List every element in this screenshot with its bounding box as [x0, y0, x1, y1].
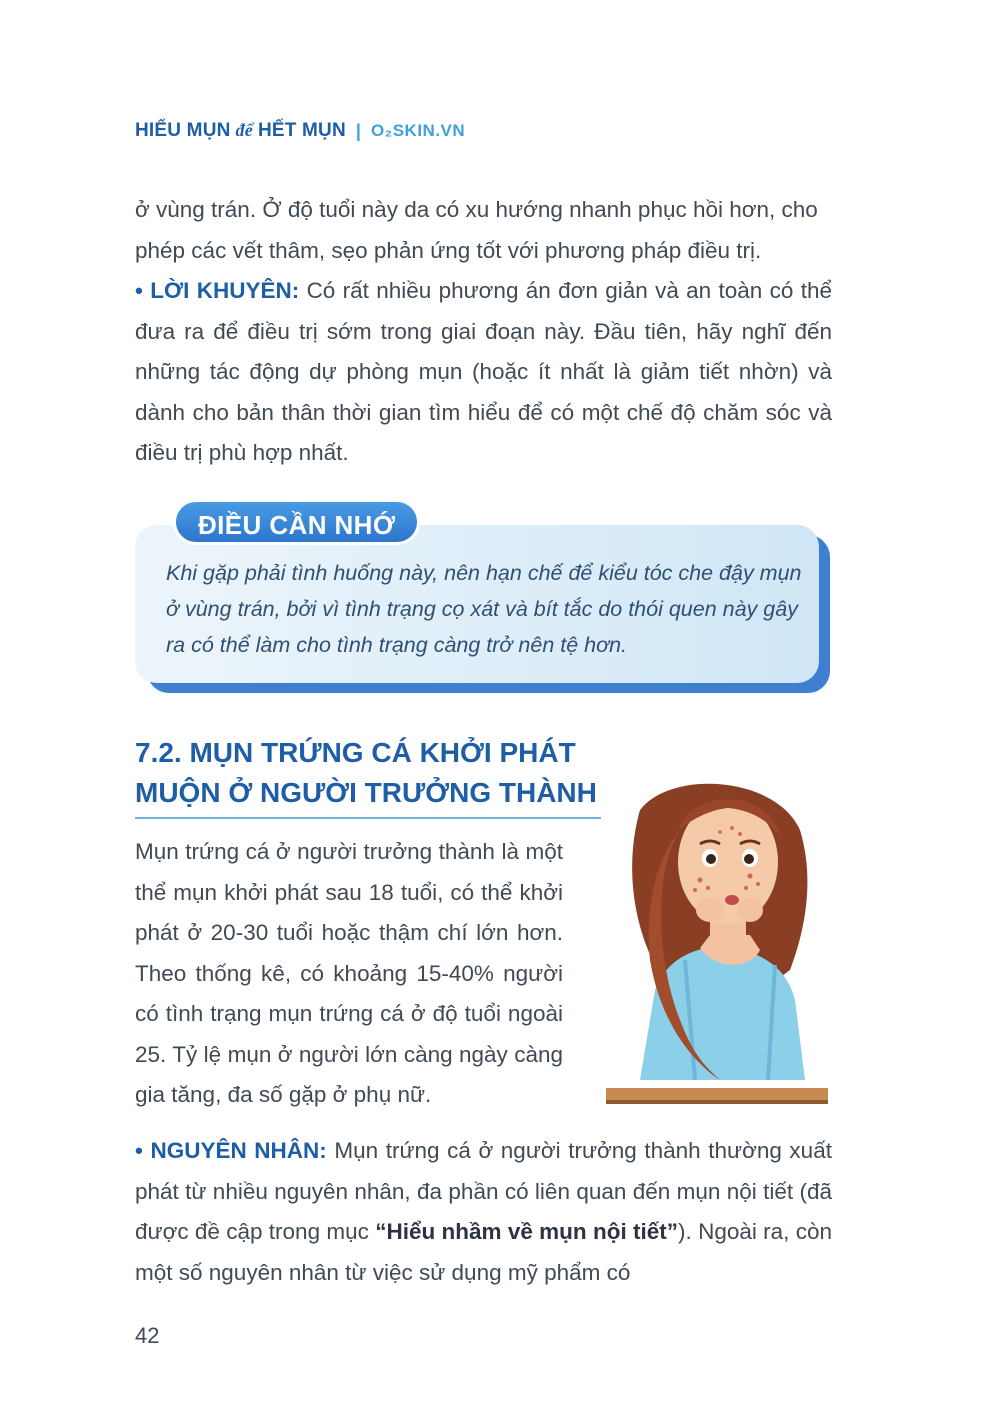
advice-text: Có rất nhiều phương án đơn giản và an toàn có thể đưa ra để điều trị sớm trong giai đoạn này. Đầu tiên, hãy nghĩ đến những tác động dự phòng mụn (hoặc ít nhất là giảm tiết nhờn) và dành cho bản thân thời gian tìm hiểu để có một chế độ chăm sóc và điều trị phù hợp nhất. — [135, 278, 832, 465]
section-heading-line-2: MUỘN Ở NGƯỜI TRƯỞNG THÀNH — [135, 777, 597, 808]
section-divider — [135, 817, 601, 819]
callout-title: ĐIỀU CẦN NHỚ — [173, 499, 420, 545]
cause-label: NGUYÊN NHÂN: — [150, 1138, 327, 1163]
cause-emphasis: “Hiểu nhầm về mụn nội tiết” — [375, 1219, 679, 1244]
page-number: 42 — [135, 1323, 160, 1348]
book-title-part2: để — [235, 120, 253, 140]
bullet-icon: • — [135, 278, 143, 303]
intro-line-1: ở vùng trán. Ở độ tuổi này da có xu hướng nhanh phục hồi hơn, cho — [135, 197, 818, 222]
cause-text-end: ). Ngoài ra, còn một số nguyên nhân từ việc sử dụng mỹ phẩm có — [135, 1219, 832, 1285]
intro-paragraph — [135, 190, 832, 271]
header-separator: | — [355, 120, 361, 141]
running-header — [135, 117, 465, 145]
woman-acne-illustration — [600, 770, 832, 1110]
book-title-part3: HẾT MỤN — [257, 120, 346, 141]
section-heading-line-1: 7.2. MỤN TRỨNG CÁ KHỞI PHÁT — [135, 737, 576, 768]
advice-label: LỜI KHUYÊN: — [150, 278, 300, 303]
book-title-part1: HIỂU MỤN — [135, 120, 231, 141]
intro-line-2: phép các vết thâm, sẹo phản ứng tốt với phương pháp điều trị. — [135, 237, 762, 263]
cause-text-start: Mụn trứng cá ở người trưởng thành thường xuất phát từ nhiều nguyên nhân, đa phần có liên quan đến mụn nội tiết (đã được đề cập trong mục — [135, 1138, 832, 1244]
callout-text: Khi gặp phải tình huống này, nên hạn chế để kiểu tóc che đậy mụn ở vùng trán, bởi vì tình trạng cọ xát và bít tắc do thói quen này gây ra có thể làm cho tình trạng càng trở nên tệ hơn. — [166, 561, 802, 657]
bullet-icon: • — [135, 1138, 143, 1163]
remember-callout — [135, 497, 830, 693]
section-heading — [135, 733, 605, 813]
book-title — [135, 120, 346, 142]
section-body — [135, 832, 563, 1116]
section-body-text: Mụn trứng cá ở người trưởng thành là một thể mụn khởi phát sau 18 tuổi, có thể khởi phát ở 20-30 tuổi hoặc thậm chí lớn hơn. Theo thống kê, có khoảng 15-40% người có tình trạng mụn trứng cá ở độ tuổi ngoài 25. Tỷ lệ mụn ở người lớn càng ngày càng gia tăng, đa số gặp ở phụ nữ. — [135, 839, 563, 1107]
advice-paragraph — [135, 271, 832, 474]
cause-paragraph — [135, 1131, 832, 1293]
site-name: O₂SKIN.VN — [370, 121, 466, 140]
